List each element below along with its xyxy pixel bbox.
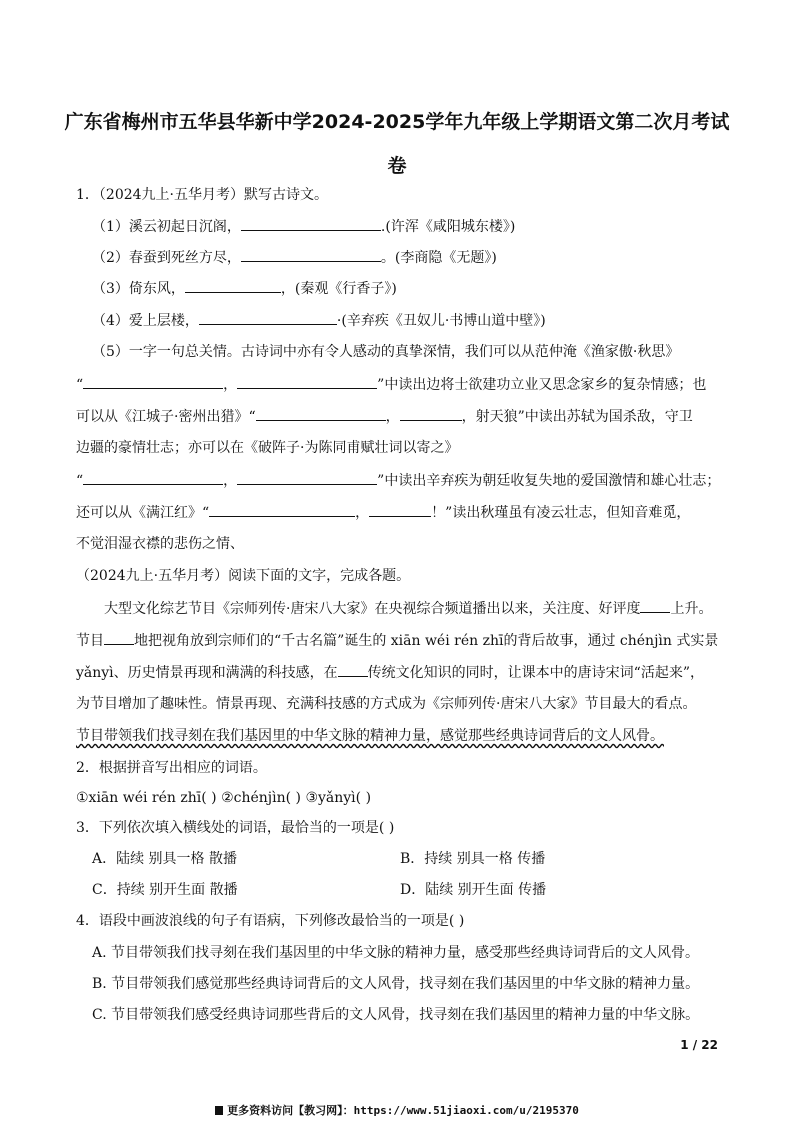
answer-blank[interactable]	[369, 502, 431, 517]
q4-option-c[interactable]: C. 节目带领我们感受经典诗词那些背后的文人风骨，找寻刻在我们基因里的精神力量的中华文脉。	[92, 1007, 700, 1023]
q1-item-5-line-6-text: ！”读出秋瑾虽有凌云壮志，但知音难觅，	[431, 505, 691, 521]
document-title	[60, 100, 734, 188]
q1-item-5-line-6	[76, 502, 690, 523]
q3-option-b[interactable]: B．持续 别具一格 传播	[400, 851, 546, 867]
q1-item-2	[92, 247, 497, 268]
q1-item-5-line-7: 不觉泪湿衣襟的悲伤之情、	[76, 536, 244, 552]
passage-line-2	[76, 630, 718, 651]
q1-item-3-prefix: （3）倚东风，	[92, 281, 185, 297]
answer-blank[interactable]	[256, 406, 386, 421]
reading-heading: （2024九上·五华月考）阅读下面的文字，完成各题。	[76, 568, 411, 584]
passage-line-3-text: 传统文化知识的同时，让课本中的唐诗宋词“活起来”，	[367, 665, 704, 681]
quote-mark: “	[76, 473, 84, 489]
q1-item-5-line-3-text: ，射天狼”中读出苏轼为国杀敌，守卫	[461, 409, 693, 425]
q1-item-1-prefix: （1）溪云初起日沉阁，	[92, 219, 241, 235]
passage-line-5	[76, 726, 664, 746]
q1-item-1-suffix: .(许浑《咸阳城东楼》)	[380, 219, 516, 235]
q3-heading: 3．下列依次填入横线处的词语，最恰当的一项是( )	[76, 820, 395, 836]
comma: ，	[223, 377, 238, 393]
flag-icon	[215, 1106, 223, 1115]
q2-items: ①xiān wéi rén zhī( ) ②chénjìn( ) ③yǎnyì( )	[76, 790, 372, 806]
q1-item-5-line-3	[76, 406, 693, 427]
q4-option-b[interactable]: B. 节目带领我们感觉那些经典诗词背后的文人风骨，找寻刻在我们基因里的中华文脉的精神力量。	[92, 976, 700, 992]
q3-option-c[interactable]: C．持续 别开生面 散播	[92, 882, 238, 898]
answer-blank[interactable]	[199, 310, 337, 325]
passage-line-1	[104, 598, 712, 619]
answer-blank[interactable]	[400, 406, 462, 421]
passage-line-3-start: yǎnyì、历史情景再现和满满的科技感，在	[76, 665, 338, 681]
answer-blank[interactable]	[209, 502, 355, 517]
q1-item-2-suffix: 。(李商隐《无题》)	[380, 250, 497, 266]
q1-item-5-line-5-text: ”中读出辛弃疾为朝廷收复失地的爱国激情和雄心壮志；	[377, 473, 721, 489]
q1-item-5-line-6-prefix: 还可以从《满江红》“	[76, 505, 210, 521]
footer-link[interactable]	[0, 1102, 794, 1118]
q1-heading: 1．（2024九上·五华月考）默写古诗文。	[76, 187, 328, 203]
q1-item-5-line-3-prefix: 可以从《江城子·密州出猎》“	[76, 409, 256, 425]
q1-item-4-suffix: ·(辛弃疾《丑奴儿·书博山道中壁》)	[336, 313, 546, 329]
passage-line-4: 为节目增加了趣味性。情景再现、充满科技感的方式成为《宗师列传·唐宋八大家》节目最大的看点。	[76, 696, 697, 712]
q1-item-5-line-1: （5）一字一句总关情。古诗词中亦有令人感动的真挚深情，我们可以从范仲淹《渔家傲·秋思》	[92, 344, 680, 360]
q1-item-4	[92, 310, 546, 331]
answer-blank[interactable]	[185, 278, 281, 293]
q3-option-d[interactable]: D．陆续 别开生面 传播	[400, 882, 547, 898]
passage-line-3	[76, 662, 704, 683]
passage-line-1-text: 大型文化综艺节目《宗师列传·唐宋八大家》在央视综合频道播出以来，关注度、好评度	[104, 601, 641, 617]
q1-item-5-line-2	[76, 374, 706, 395]
q1-item-3-suffix: ，(秦观《行香子》)	[280, 281, 397, 297]
page-number: 1 / 22	[680, 1038, 718, 1052]
passage-line-1-end: 上升。	[670, 601, 713, 617]
title-line-1: 广东省梅州市五华县华新中学2024-2025学年九年级上学期语文第二次月考试	[64, 111, 730, 133]
q1-item-2-prefix: （2）春蚕到死丝方尽，	[92, 250, 241, 266]
answer-blank[interactable]	[241, 216, 381, 231]
passage-line-2-start: 节目	[76, 633, 104, 649]
footer-text: 更多资料访问【教习网】：https://www.51jiaoxi.com/u/2195370	[227, 1104, 579, 1117]
q1-item-5-line-4: 边疆的豪情壮志；亦可以在《破阵子·为陈同甫赋壮词以寄之》	[76, 440, 459, 456]
comma: ，	[355, 505, 370, 521]
answer-blank[interactable]	[237, 470, 377, 485]
answer-blank[interactable]	[237, 374, 377, 389]
q4-heading: 4．语段中画波浪线的句子有语病，下列修改最恰当的一项是( )	[76, 913, 465, 929]
q1-item-4-prefix: （4）爱上层楼，	[92, 313, 199, 329]
comma: ，	[385, 409, 400, 425]
answer-blank[interactable]	[241, 247, 381, 262]
q3-option-a[interactable]: A．陆续 别具一格 散播	[92, 851, 238, 867]
passage-line-2-text: 地把视角放到宗师们的“千古名篇”诞生的 xiān wéi rén zhī的背后故事，通过 chénjìn 式实景	[134, 633, 719, 649]
answer-blank[interactable]	[83, 470, 223, 485]
answer-blank[interactable]	[104, 630, 134, 645]
q2-heading: 2．根据拼音写出相应的词语。	[76, 760, 267, 776]
q1-item-1	[92, 216, 515, 237]
quote-mark: “	[76, 377, 84, 393]
comma: ，	[223, 473, 238, 489]
q1-item-5-line-2-text: ”中读出边将士欲建功立业又思念家乡的复杂情感；也	[377, 377, 707, 393]
answer-blank[interactable]	[640, 598, 670, 613]
wavy-underlined-sentence: 节目带领我们找寻刻在我们基因里的中华文脉的精神力量，感觉那些经典诗词背后的文人风骨。	[76, 728, 664, 744]
q4-option-a[interactable]: A. 节目带领我们找寻刻在我们基因里的中华文脉的精神力量，感受那些经典诗词背后的文人风骨。	[92, 945, 700, 961]
answer-blank[interactable]	[83, 374, 223, 389]
title-line-2: 卷	[387, 155, 407, 177]
answer-blank[interactable]	[338, 662, 368, 677]
q1-item-3	[92, 278, 397, 299]
q1-item-5-line-5	[76, 470, 720, 491]
